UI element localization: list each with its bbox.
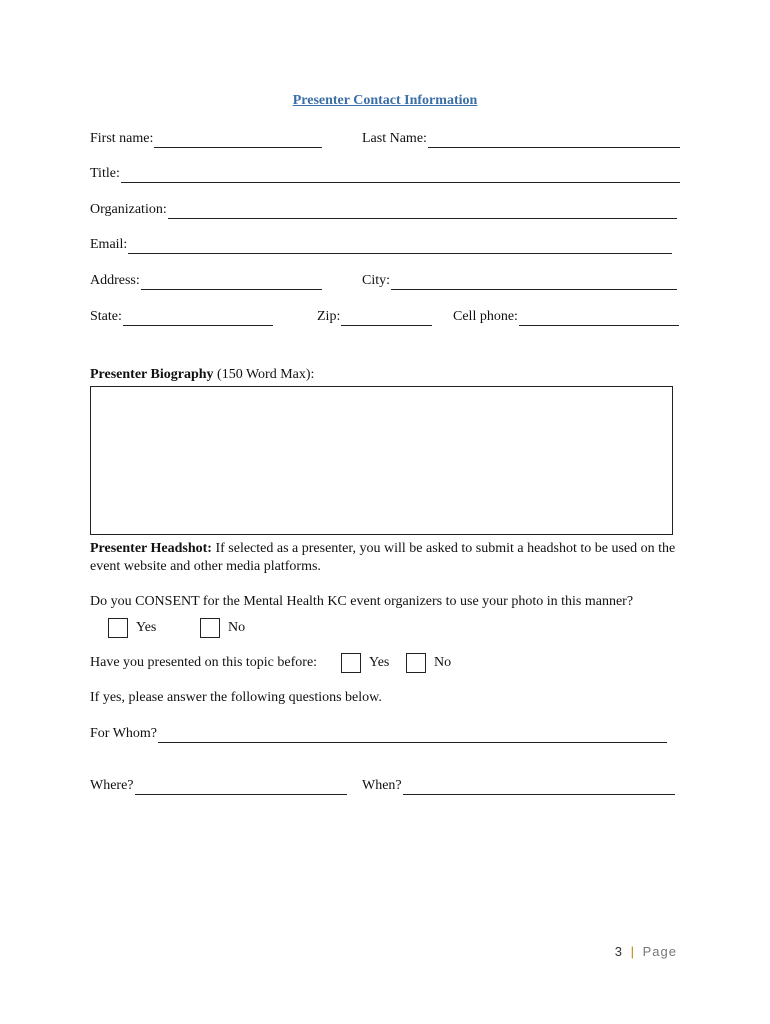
where-line[interactable] [135,780,347,795]
consent-yes-label: Yes [136,620,157,635]
email-label: Email: [90,237,128,252]
address-row [90,270,682,290]
for-whom-line[interactable] [158,728,667,743]
city-line[interactable] [391,275,677,290]
presented-before-question-row [90,652,317,674]
last-name-line[interactable] [428,133,680,148]
page-footer [615,944,677,959]
zip-field[interactable] [317,306,432,326]
zip-label: Zip: [317,309,341,324]
presented-no-label: No [434,655,452,670]
title-line[interactable] [121,168,680,183]
address-field[interactable] [90,270,322,290]
name-row [90,128,682,148]
email-field[interactable] [90,234,672,254]
where-field[interactable] [90,775,347,795]
first-name-label: First name: [90,131,154,146]
title-row [90,163,682,183]
state-row [90,306,682,326]
zip-line[interactable] [341,311,432,326]
presented-before-question: Have you presented on this topic before: [90,655,318,670]
followup-instruction: If yes, please answer the following questions below. [90,690,382,705]
organization-row [90,199,682,219]
page-word: Page [642,944,677,959]
consent-yes-checkbox[interactable] [108,618,128,638]
for-whom-row [90,723,682,743]
when-label: When? [362,778,402,793]
presented-no-option[interactable] [406,652,451,674]
title-field[interactable] [90,163,680,183]
organization-field[interactable] [90,199,677,219]
address-label: Address: [90,273,140,288]
presented-no-checkbox[interactable] [406,653,426,673]
consent-yes-option[interactable] [108,617,156,639]
headshot-text: If selected as a presenter, you will be asked to submit a headshot to be used on the event website and other media platforms. [90,541,676,574]
biography-textbox[interactable] [90,386,673,535]
state-label: State: [90,309,122,324]
cell-phone-label: Cell phone: [453,309,518,324]
organization-label: Organization: [90,202,167,217]
for-whom-label: For Whom? [90,726,158,741]
biography-heading [90,366,314,384]
headshot-paragraph [90,540,680,576]
last-name-field[interactable] [362,128,680,148]
biography-heading-bold: Presenter Biography [90,367,214,382]
city-field[interactable] [362,270,677,290]
first-name-line[interactable] [154,133,322,148]
where-label: Where? [90,778,134,793]
last-name-label: Last Name: [362,131,427,146]
title-label: Title: [90,166,120,181]
form-title: Presenter Contact Information [292,93,478,108]
email-row [90,234,682,254]
state-line[interactable] [123,311,273,326]
when-line[interactable] [403,780,675,795]
city-label: City: [362,273,391,288]
presented-yes-checkbox[interactable] [341,653,361,673]
consent-no-checkbox[interactable] [200,618,220,638]
first-name-field[interactable] [90,128,322,148]
cell-phone-field[interactable] [453,306,679,326]
consent-question: Do you CONSENT for the Mental Health KC event organizers to use your photo in this manner? [90,594,634,609]
presented-yes-label: Yes [369,655,390,670]
state-field[interactable] [90,306,273,326]
for-whom-field[interactable] [90,723,667,743]
consent-no-label: No [228,620,246,635]
when-field[interactable] [362,775,675,795]
cell-phone-line[interactable] [519,311,679,326]
organization-line[interactable] [168,204,677,219]
where-when-row [90,775,682,795]
footer-separator: | [630,944,635,959]
email-line[interactable] [128,239,672,254]
presented-yes-option[interactable] [341,652,389,674]
headshot-heading: Presenter Headshot: [90,541,212,556]
address-line[interactable] [141,275,322,290]
consent-no-option[interactable] [200,617,245,639]
page-number: 3 [614,944,623,959]
biography-word-limit: (150 Word Max): [213,367,315,382]
